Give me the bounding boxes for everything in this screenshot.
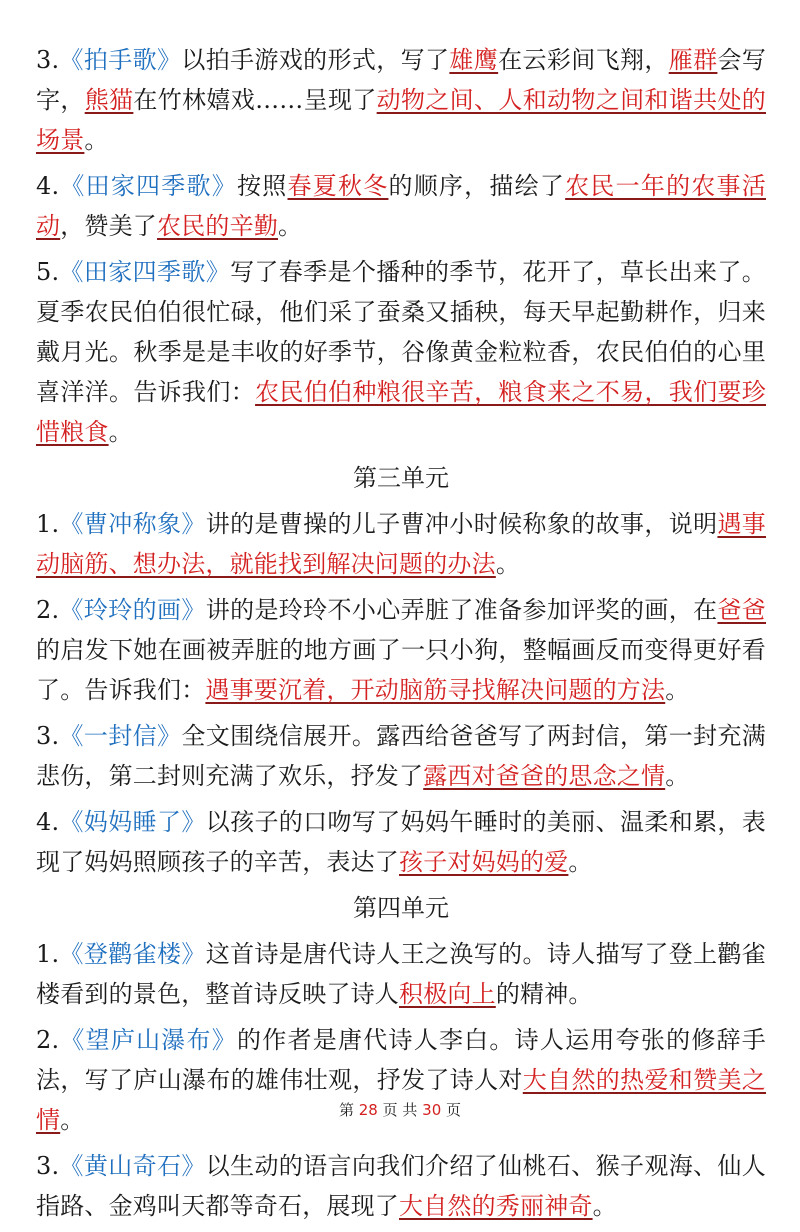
body-text: 的顺序，描绘了 (388, 172, 566, 200)
body-text: 。 (665, 676, 690, 704)
body-text: 4. (36, 808, 60, 836)
key-point: 农民的辛勤 (157, 212, 279, 240)
paragraph (36, 252, 766, 452)
body-text: 写了春季是个播种的季节，花开了，草长出来了。夏季农民伯伯很忙碌，他们采了蚕桑又插秧，每天早起勤耕作，归来戴月光。秋季是是丰收的好季节，谷像黄金粒粒香，农民伯伯的心里喜洋洋。告诉我们： (36, 258, 766, 406)
body-text: 这首诗是唐代诗人王之涣写的。诗人描写了登上鹳雀楼看到的景色，整首诗反映了诗人 (36, 940, 766, 1008)
paragraph (36, 934, 766, 1014)
body-text: 会写字， (36, 46, 767, 114)
body-text: 以拍手游戏的形式，写了 (181, 46, 450, 74)
total-page-number: 30 (422, 1101, 442, 1119)
body-text: 3. (36, 722, 60, 750)
key-point: 大自然的热爱和赞美之情 (36, 1066, 767, 1134)
key-point: 农民一年的农事活动 (36, 172, 766, 240)
key-point: 动物之间、人和动物之间和谐共处的场景 (36, 86, 766, 154)
unit-4-section (36, 934, 766, 1226)
paragraph (36, 716, 766, 796)
lesson-title: 《拍手歌》 (59, 46, 182, 74)
key-point: 春夏秋冬 (287, 172, 389, 200)
page-footer (0, 1099, 800, 1120)
body-text: 。 (665, 762, 690, 790)
key-point: 大自然的秀丽神奇 (399, 1192, 593, 1220)
unit-2-continued (36, 40, 766, 452)
key-point: 农民伯伯种粮很辛苦，粮食来之不易，我们要珍惜粮食 (36, 378, 766, 446)
key-point: 爸爸 (717, 596, 767, 624)
lesson-title: 《田家四季歌》 (59, 172, 238, 200)
paragraph (36, 166, 766, 246)
body-text: 以生动的语言向我们介绍了仙桃石、猴子观海、仙人指路、金鸡叫天都等奇石，展现了 (36, 1152, 766, 1220)
key-point: 遇事动脑筋、想办法，就能找到解决问题的办法 (36, 510, 767, 578)
body-text: 4. (36, 172, 60, 200)
unit-3-heading: 第三单元 (353, 464, 449, 492)
unit-3-section (36, 504, 766, 882)
lesson-title: 《曹冲称象》 (59, 510, 206, 538)
body-text: 讲的是曹操的儿子曹冲小时候称象的故事，说明 (205, 510, 718, 538)
body-text: 2. (36, 1026, 60, 1054)
lesson-title: 《黄山奇石》 (59, 1152, 206, 1180)
body-text: 。 (108, 418, 133, 446)
body-text: 全文围绕信展开。露西给爸爸写了两封信，第一封充满悲伤，第二封则充满了欢乐，抒发了 (36, 722, 766, 790)
paragraph (36, 40, 766, 160)
body-text: 的启发下她在画被弄脏的地方画了一只小狗，整幅画反而变得更好看了。告诉我们： (36, 636, 766, 704)
key-point: 积极向上 (399, 980, 496, 1008)
body-text: 。 (568, 848, 593, 876)
body-text: 。 (278, 212, 303, 240)
key-point: 孩子对妈妈的爱 (399, 848, 569, 876)
body-text: 在云彩间飞翔， (498, 46, 669, 74)
lesson-title: 《妈妈睡了》 (59, 808, 206, 836)
body-text: 。 (84, 126, 109, 154)
lesson-title: 《登鹳雀楼》 (59, 940, 206, 968)
body-text: 1. (36, 940, 60, 968)
body-text: 讲的是玲玲不小心弄脏了准备参加评奖的画，在 (205, 596, 718, 624)
paragraph (36, 802, 766, 882)
paragraph (36, 1146, 766, 1226)
footer-prefix: 第 (338, 1101, 354, 1119)
key-point: 雄鹰 (449, 46, 499, 74)
key-point: 雁群 (668, 46, 718, 74)
body-text: 。 (60, 1106, 85, 1134)
key-point: 熊猫 (84, 86, 134, 114)
lesson-title: 《一封信》 (59, 722, 182, 750)
body-text: 按照 (237, 172, 288, 200)
unit-4-heading: 第四单元 (353, 894, 449, 922)
paragraph (36, 504, 766, 584)
body-text: 1. (36, 510, 60, 538)
paragraph (36, 590, 766, 710)
body-text: 2. (36, 596, 60, 624)
paragraph (36, 1020, 766, 1140)
body-text: 。 (592, 1192, 617, 1220)
document-page (36, 40, 766, 1232)
body-text: 在竹林嬉戏……呈现了 (133, 86, 377, 114)
body-text: 以孩子的口吻写了妈妈午睡时的美丽、温柔和累，表现了妈妈照顾孩子的辛苦，表达了 (36, 808, 766, 876)
lesson-title: 《田家四季歌》 (59, 258, 231, 286)
footer-suffix: 页 (446, 1101, 462, 1119)
body-text: 5. (36, 258, 60, 286)
body-text: 的作者是唐代诗人李白。诗人运用夸张的修辞手法，写了庐山瀑布的雄伟壮观，抒发了诗人对 (36, 1026, 766, 1094)
body-text: 的精神。 (495, 980, 593, 1008)
key-point: 露西对爸爸的思念之情 (423, 762, 666, 790)
body-text: ，赞美了 (60, 212, 158, 240)
lesson-title: 《玲玲的画》 (59, 596, 206, 624)
lesson-title: 《望庐山瀑布》 (59, 1026, 238, 1054)
current-page-number: 28 (358, 1101, 378, 1119)
body-text: 3. (36, 46, 60, 74)
key-point: 遇事要沉着，开动脑筋寻找解决问题的方法 (205, 676, 666, 704)
body-text: 3. (36, 1152, 60, 1180)
body-text: 。 (495, 550, 521, 578)
footer-middle: 页 共 (382, 1101, 418, 1119)
